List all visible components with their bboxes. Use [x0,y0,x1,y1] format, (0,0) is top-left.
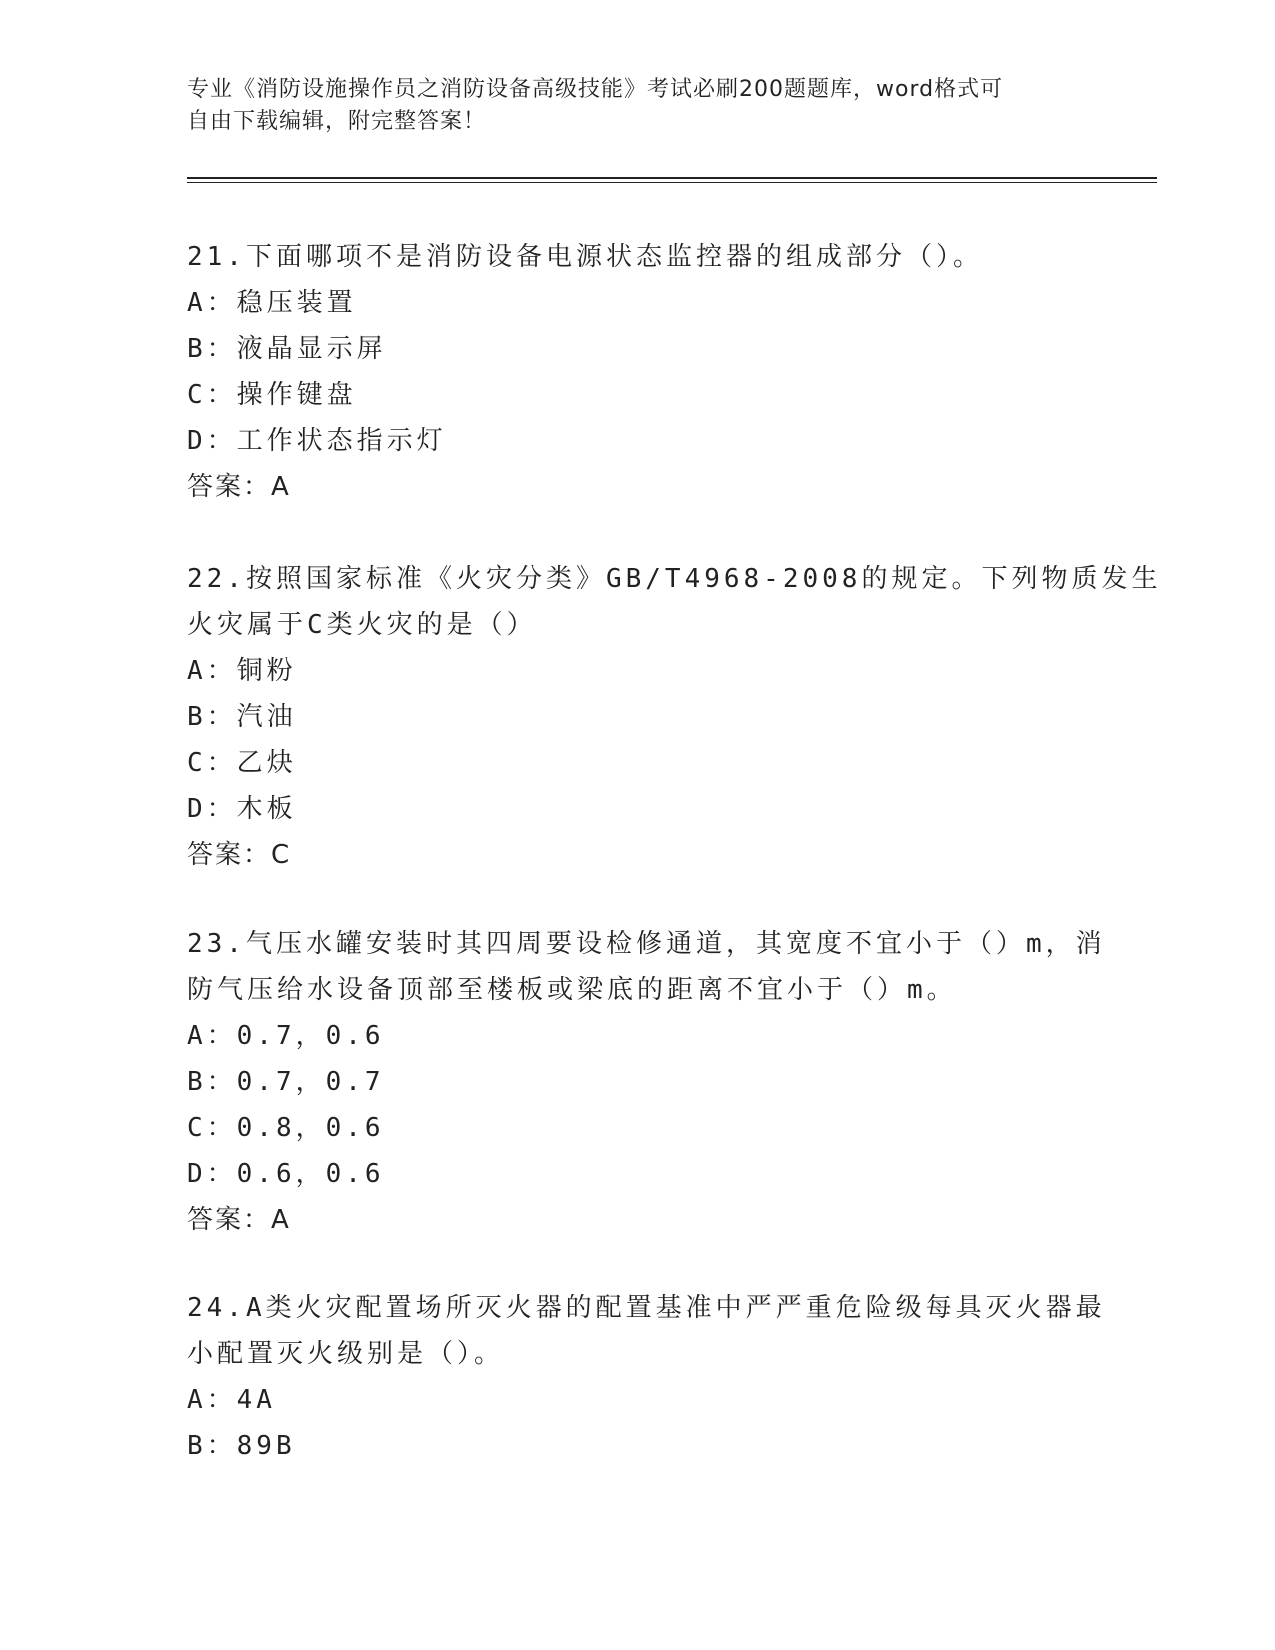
option-d: D：木板 [187,794,297,824]
option-a: A：铜粉 [187,656,297,686]
option-d: D：工作状态指示灯 [187,426,447,456]
answer-text: 答案：C [187,840,292,870]
question-text: 21.下面哪项不是消防设备电源状态监控器的组成部分（）。 [187,242,983,272]
header-divider-thin [187,182,1157,183]
question-text-line-1: 23.气压水罐安装时其四周要设检修通道，其宽度不宜小于（）m，消 [187,929,1106,959]
question-text-line-2: 防气压给水设备顶部至楼板或梁底的距离不宜小于（）m。 [187,975,957,1005]
question-22 [187,556,1162,878]
option-b: B：汽油 [187,702,297,732]
header-line-2: 自由下载编辑，附完整答案！ [187,109,487,134]
option-c: C：操作键盘 [187,380,357,410]
document-header [187,74,1067,138]
option-b: B：0.7，0.7 [187,1067,385,1097]
question-text-line-2: 小配置灭火级别是（）。 [187,1339,505,1369]
question-text-line-1: 22.按照国家标准《火灾分类》GB/T4968-2008的规定。下列物质发生 [187,564,1162,594]
question-24 [187,1285,1106,1469]
question-23 [187,921,1106,1243]
option-d: D：0.6，0.6 [187,1159,385,1189]
header-line-1: 专业《消防设施操作员之消防设备高级技能》考试必刷200题题库，word格式可 [187,77,1004,102]
question-text-line-2: 火灾属于C类火灾的是（） [187,610,537,640]
option-a: A：0.7，0.6 [187,1021,385,1051]
option-c: C：0.8，0.6 [187,1113,385,1143]
option-b: B：液晶显示屏 [187,334,387,364]
answer-text: 答案：A [187,1205,291,1235]
answer-text: 答案：A [187,472,291,502]
question-text-line-1: 24.A类火灾配置场所灭火器的配置基准中严严重危险级每具灭火器最 [187,1293,1106,1323]
option-a: A：稳压装置 [187,288,357,318]
option-b: B：89B [187,1431,296,1461]
header-divider [187,177,1157,179]
option-a: A：4A [187,1385,276,1415]
question-21 [187,234,1087,510]
option-c: C：乙炔 [187,748,297,778]
